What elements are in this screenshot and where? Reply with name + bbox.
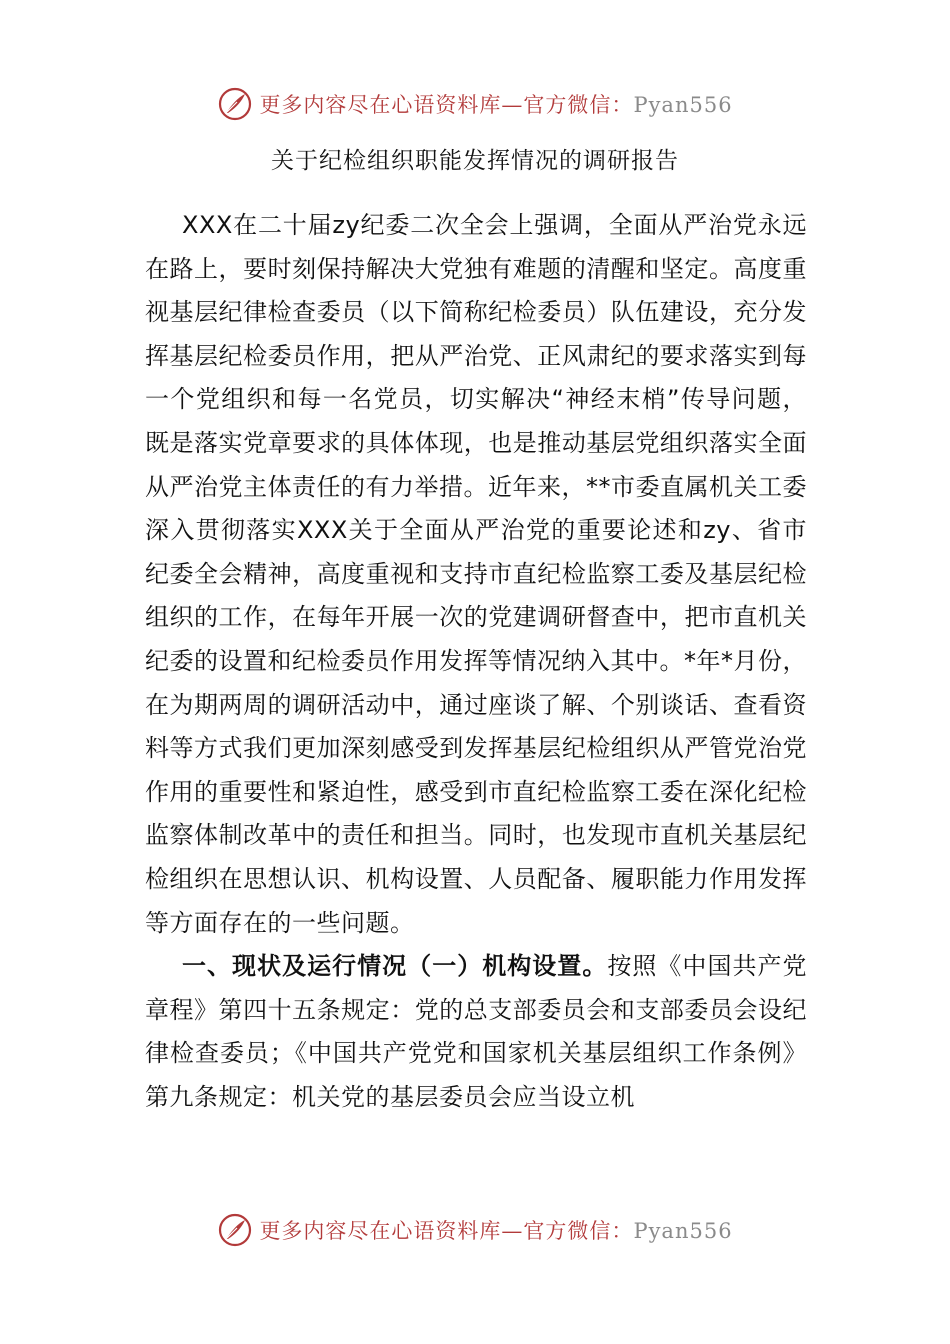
paragraph-intro: XXX在二十届zy纪委二次全会上强调，全面从严治党永远在路上，要时刻保持解决大党独有难题的清醒和坚定。高度重视基层纪律检查委员（以下简称纪检委员）队伍建设，充分发挥基层纪检委员作用，把从严治党、正风肃纪的要求落实到每一个党组织和每一名党员，切实解决“神经末梢”传导问题，既是落实党章要求的具体体现，也是推动基层党组织落实全面从严治党主体责任的有力举措。近年来，**市委直属机关工委深入贯彻落实XXX关于全面从严治党的重要论述和zy、省市纪委全会精神，高度重视和支持市直纪检监察工委及基层纪检组织的工作，在每年开展一次的党建调研督查中，把市直机关纪委的设置和纪检委员作用发挥等情况纳入其中。*年*月份，在为期两周的调研活动中，通过座谈了解、个别谈话、查看资料等方式我们更加深刻感受到发挥基层纪检组织从严管党治党作用的重要性和紧迫性，感受到市直纪检监察工委在深化纪检监察体制改革中的责任和担当。同时，也发现市直机关基层纪检组织在思想认识、机构设置、人员配备、履职能力作用发挥等方面存在的一些问题。: [145, 211, 807, 937]
banner-text: 更多内容尽在心语资料库—官方微信：Pyan556: [259, 1219, 733, 1243]
wechat-id: Pyan556: [633, 93, 733, 117]
document-title: 关于纪检组织职能发挥情况的调研报告: [271, 148, 679, 174]
wechat-id: Pyan556: [633, 1219, 733, 1243]
feather-pen-icon: [217, 86, 253, 122]
feather-pen-icon: [217, 1212, 253, 1248]
paragraph-section-1: [145, 945, 807, 1119]
footer-watermark-banner: [0, 1208, 950, 1252]
header-watermark-banner: [0, 82, 950, 126]
section-text: 按照《中国共产党章程》第四十五条规定：党的总支部委员会和支部委员会设纪律检查委员；《中国共产党党和国家机关基层组织工作条例》第九条规定：机关党的基层委员会应当设立机: [145, 952, 808, 1111]
document-body: [145, 204, 807, 1119]
banner-text: 更多内容尽在心语资料库—官方微信：Pyan556: [259, 93, 733, 117]
section-heading: 一、现状及运行情况（一）机构设置。: [182, 952, 608, 981]
